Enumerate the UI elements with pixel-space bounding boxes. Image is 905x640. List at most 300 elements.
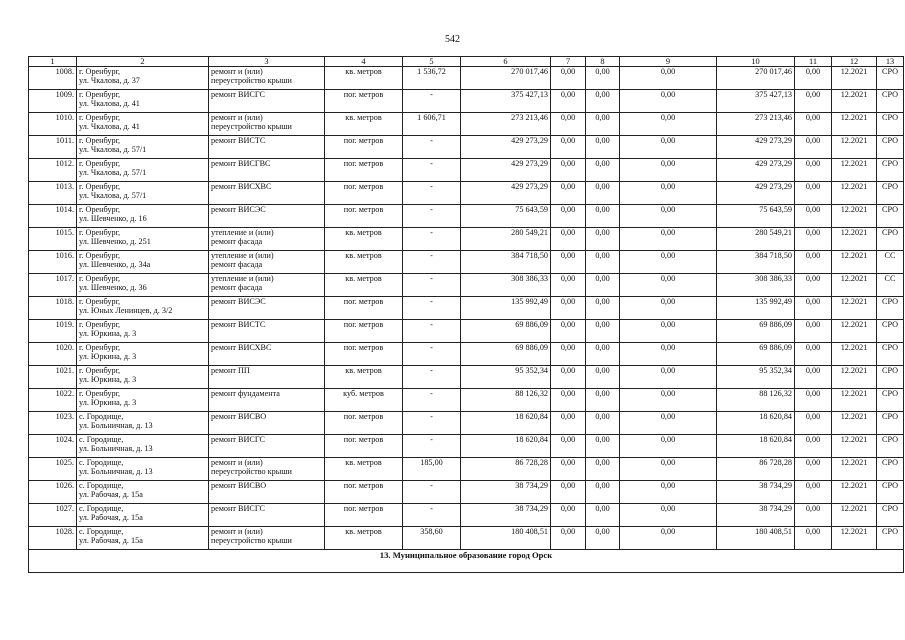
- address-cell: [77, 504, 209, 527]
- volume-value: -: [430, 297, 433, 306]
- row-number-cell: [29, 274, 77, 297]
- method-code-cell: [877, 136, 904, 159]
- method-code-cell: [877, 182, 904, 205]
- address-cell: [77, 343, 209, 366]
- method-code-cell: [877, 412, 904, 435]
- owner-funds-cell: [717, 412, 795, 435]
- fund-cell: [795, 343, 832, 366]
- address-cell: [77, 435, 209, 458]
- unit-cell: [325, 366, 403, 389]
- fund-value: 0,00: [560, 136, 576, 145]
- fund-value: 0,00: [660, 343, 676, 352]
- address-line: ул. Чкалова, д. 57/1: [79, 145, 147, 155]
- work-type-line: ремонт и (или): [211, 458, 263, 467]
- row-number-value: 1011.: [55, 136, 74, 145]
- table-row: [29, 136, 904, 159]
- fund-value: 0,00: [805, 504, 821, 513]
- unit-value: пог. метров: [343, 504, 384, 513]
- column-header: 11: [795, 57, 832, 67]
- address-line: с. Городище,: [79, 458, 124, 467]
- volume-cell: [403, 274, 461, 297]
- unit-value: кв. метров: [345, 458, 382, 467]
- owner-funds-value: 38 734,29: [759, 481, 792, 490]
- column-header: 9: [620, 57, 717, 67]
- method-code-value: СРО: [881, 136, 899, 145]
- fund-value: 0,00: [660, 251, 676, 260]
- fund-cell: [620, 228, 717, 251]
- volume-value: -: [430, 182, 433, 191]
- fund-value: 0,00: [805, 90, 821, 99]
- unit-value: кв. метров: [345, 274, 382, 283]
- total-cost-value: 18 620,84: [515, 435, 548, 444]
- work-type-cell: [209, 435, 325, 458]
- owner-funds-value: 270 017,46: [755, 67, 792, 76]
- owner-funds-value: 308 386,33: [755, 274, 792, 283]
- fund-value: 0,00: [660, 67, 676, 76]
- fund-cell: [586, 412, 620, 435]
- fund-cell: [551, 435, 586, 458]
- address-line: г. Оренбург,: [79, 205, 121, 214]
- method-code-cell: [877, 458, 904, 481]
- total-cost-value: 86 728,28: [515, 458, 548, 467]
- fund-value: 0,00: [805, 159, 821, 168]
- owner-funds-cell: [717, 458, 795, 481]
- volume-value: -: [430, 90, 433, 99]
- address-line: ул. Рабочая, д. 15а: [79, 490, 143, 500]
- deadline-cell: [832, 113, 877, 136]
- address-line: г. Оренбург,: [79, 366, 121, 375]
- address-line: с. Городище,: [79, 504, 124, 513]
- unit-cell: [325, 67, 403, 90]
- work-type-cell: [209, 458, 325, 481]
- fund-value: 0,00: [805, 366, 821, 375]
- address-cell: [77, 297, 209, 320]
- deadline-cell: [832, 136, 877, 159]
- total-cost-value: 429 273,29: [511, 182, 548, 191]
- fund-value: 0,00: [595, 228, 610, 237]
- owner-funds-cell: [717, 527, 795, 550]
- fund-cell: [795, 274, 832, 297]
- unit-value: кв. метров: [345, 251, 382, 260]
- method-code-cell: [877, 90, 904, 113]
- fund-value: 0,00: [595, 481, 610, 490]
- method-code-cell: [877, 159, 904, 182]
- fund-cell: [586, 366, 620, 389]
- fund-cell: [551, 159, 586, 182]
- address-line: г. Оренбург,: [79, 90, 121, 99]
- deadline-value: 12.2021: [840, 113, 868, 122]
- address-line: с. Городище,: [79, 527, 124, 536]
- fund-value: 0,00: [660, 136, 676, 145]
- fund-value: 0,00: [560, 343, 576, 352]
- unit-value: кв. метров: [345, 527, 382, 536]
- table-row: [29, 67, 904, 90]
- table-row: [29, 297, 904, 320]
- work-type-line: переустройство крыши: [211, 76, 292, 86]
- address-line: с. Городище,: [79, 481, 124, 490]
- address-line: ул. Шевченко, д. 34а: [79, 260, 151, 270]
- unit-value: пог. метров: [343, 412, 384, 421]
- fund-value: 0,00: [595, 205, 610, 214]
- address-cell: [77, 228, 209, 251]
- method-code-cell: [877, 205, 904, 228]
- table-row: [29, 343, 904, 366]
- total-cost-cell: [461, 67, 551, 90]
- fund-value: 0,00: [595, 67, 610, 76]
- volume-cell: [403, 297, 461, 320]
- owner-funds-cell: [717, 205, 795, 228]
- fund-value: 0,00: [560, 228, 576, 237]
- fund-cell: [586, 435, 620, 458]
- table-row: [29, 527, 904, 550]
- volume-value: 185,00: [420, 458, 443, 467]
- address-line: г. Оренбург,: [79, 251, 121, 260]
- fund-value: 0,00: [595, 297, 610, 306]
- row-number-value: 1028.: [55, 527, 74, 536]
- column-header: 13: [877, 57, 904, 67]
- volume-value: 1 536,72: [417, 67, 446, 76]
- fund-cell: [620, 366, 717, 389]
- address-line: г. Оренбург,: [79, 182, 121, 191]
- unit-cell: [325, 113, 403, 136]
- method-code-cell: [877, 320, 904, 343]
- total-cost-value: 429 273,29: [511, 136, 548, 145]
- table-row: [29, 320, 904, 343]
- total-cost-cell: [461, 412, 551, 435]
- method-code-cell: [877, 481, 904, 504]
- owner-funds-cell: [717, 90, 795, 113]
- address-cell: [77, 412, 209, 435]
- total-cost-cell: [461, 389, 551, 412]
- volume-value: -: [430, 389, 433, 398]
- total-cost-cell: [461, 136, 551, 159]
- method-code-cell: [877, 67, 904, 90]
- work-type-line: ремонт ВИСТС: [211, 320, 266, 329]
- owner-funds-value: 69 886,09: [759, 320, 792, 329]
- fund-cell: [586, 527, 620, 550]
- fund-value: 0,00: [805, 320, 821, 329]
- row-number-cell: [29, 320, 77, 343]
- method-code-cell: [877, 297, 904, 320]
- fund-value: 0,00: [560, 67, 576, 76]
- address-line: ул. Больничная, д. 13: [79, 421, 153, 431]
- deadline-cell: [832, 343, 877, 366]
- volume-value: -: [430, 228, 433, 237]
- owner-funds-value: 69 886,09: [759, 343, 792, 352]
- owner-funds-cell: [717, 228, 795, 251]
- work-type-cell: [209, 366, 325, 389]
- fund-value: 0,00: [560, 527, 576, 536]
- unit-value: пог. метров: [343, 136, 384, 145]
- unit-value: пог. метров: [343, 435, 384, 444]
- table-row: [29, 366, 904, 389]
- total-cost-value: 270 017,46: [511, 67, 548, 76]
- section-header-row: [29, 550, 904, 573]
- work-type-line: переустройство крыши: [211, 536, 292, 546]
- volume-value: -: [430, 366, 433, 375]
- unit-cell: [325, 90, 403, 113]
- fund-cell: [795, 113, 832, 136]
- address-cell: [77, 159, 209, 182]
- fund-cell: [620, 458, 717, 481]
- row-number-cell: [29, 366, 77, 389]
- volume-value: -: [430, 251, 433, 260]
- fund-cell: [620, 136, 717, 159]
- row-number-value: 1025.: [55, 458, 74, 467]
- unit-cell: [325, 136, 403, 159]
- fund-value: 0,00: [805, 481, 821, 490]
- unit-value: пог. метров: [343, 182, 384, 191]
- address-cell: [77, 458, 209, 481]
- owner-funds-cell: [717, 251, 795, 274]
- volume-cell: [403, 136, 461, 159]
- fund-value: 0,00: [660, 297, 676, 306]
- fund-cell: [551, 228, 586, 251]
- table-row: [29, 228, 904, 251]
- unit-value: кв. метров: [345, 67, 382, 76]
- unit-cell: [325, 389, 403, 412]
- total-cost-value: 135 992,49: [511, 297, 548, 306]
- fund-value: 0,00: [560, 504, 576, 513]
- column-header: 2: [77, 57, 209, 67]
- fund-cell: [795, 320, 832, 343]
- row-number-value: 1020.: [55, 343, 74, 352]
- fund-cell: [795, 205, 832, 228]
- unit-value: пог. метров: [343, 205, 384, 214]
- table-row: [29, 205, 904, 228]
- fund-value: 0,00: [660, 527, 676, 536]
- fund-value: 0,00: [595, 113, 610, 122]
- unit-value: пог. метров: [343, 297, 384, 306]
- unit-value: пог. метров: [343, 159, 384, 168]
- volume-value: -: [430, 412, 433, 421]
- address-line: г. Оренбург,: [79, 159, 121, 168]
- volume-value: 358,60: [420, 527, 443, 536]
- work-type-cell: [209, 274, 325, 297]
- table-row: [29, 412, 904, 435]
- fund-cell: [551, 481, 586, 504]
- fund-cell: [795, 412, 832, 435]
- method-code-value: СРО: [881, 343, 899, 352]
- total-cost-cell: [461, 251, 551, 274]
- column-number-row: [29, 57, 904, 67]
- method-code-cell: [877, 389, 904, 412]
- work-type-line: ремонт ВИСГВС: [211, 159, 271, 168]
- fund-cell: [620, 435, 717, 458]
- section-title: 13. Муниципальное образование город Орск: [29, 550, 904, 573]
- owner-funds-cell: [717, 159, 795, 182]
- fund-cell: [586, 136, 620, 159]
- owner-funds-value: 38 734,29: [759, 504, 792, 513]
- method-code-value: СС: [884, 274, 896, 283]
- work-type-cell: [209, 343, 325, 366]
- volume-value: -: [430, 136, 433, 145]
- address-line: ул. Чкалова, д. 41: [79, 122, 140, 132]
- row-number-cell: [29, 182, 77, 205]
- address-cell: [77, 527, 209, 550]
- fund-cell: [586, 297, 620, 320]
- row-number-cell: [29, 67, 77, 90]
- unit-cell: [325, 274, 403, 297]
- owner-funds-value: 18 620,84: [759, 435, 792, 444]
- fund-value: 0,00: [660, 389, 676, 398]
- work-type-line: ремонт ВИСТС: [211, 136, 266, 145]
- deadline-value: 12.2021: [840, 136, 868, 145]
- address-cell: [77, 320, 209, 343]
- fund-value: 0,00: [560, 366, 576, 375]
- fund-value: 0,00: [660, 320, 676, 329]
- fund-cell: [620, 205, 717, 228]
- method-code-value: СРО: [881, 113, 899, 122]
- fund-value: 0,00: [805, 205, 821, 214]
- owner-funds-cell: [717, 274, 795, 297]
- fund-value: 0,00: [595, 320, 610, 329]
- deadline-value: 12.2021: [840, 159, 868, 168]
- fund-cell: [620, 159, 717, 182]
- address-cell: [77, 274, 209, 297]
- fund-cell: [551, 343, 586, 366]
- fund-cell: [795, 67, 832, 90]
- row-number-cell: [29, 251, 77, 274]
- unit-cell: [325, 458, 403, 481]
- row-number-value: 1024.: [55, 435, 74, 444]
- fund-value: 0,00: [805, 297, 821, 306]
- deadline-cell: [832, 297, 877, 320]
- total-cost-cell: [461, 90, 551, 113]
- fund-cell: [620, 274, 717, 297]
- fund-value: 0,00: [560, 481, 576, 490]
- unit-cell: [325, 159, 403, 182]
- row-number-value: 1008.: [55, 67, 74, 76]
- fund-cell: [551, 297, 586, 320]
- fund-value: 0,00: [660, 113, 676, 122]
- fund-cell: [551, 136, 586, 159]
- work-type-cell: [209, 205, 325, 228]
- deadline-value: 12.2021: [840, 320, 868, 329]
- address-line: ул. Юркина, д. 3: [79, 398, 137, 408]
- method-code-cell: [877, 366, 904, 389]
- work-type-line: ремонт ВИСВО: [211, 412, 267, 421]
- address-line: ул. Шевченко, д. 36: [79, 283, 147, 293]
- volume-cell: [403, 435, 461, 458]
- fund-value: 0,00: [595, 366, 610, 375]
- total-cost-cell: [461, 504, 551, 527]
- row-number-cell: [29, 504, 77, 527]
- volume-value: -: [430, 343, 433, 352]
- fund-cell: [620, 297, 717, 320]
- fund-cell: [795, 435, 832, 458]
- unit-cell: [325, 297, 403, 320]
- volume-value: -: [430, 504, 433, 513]
- method-code-cell: [877, 251, 904, 274]
- fund-cell: [551, 412, 586, 435]
- owner-funds-value: 384 718,50: [755, 251, 792, 260]
- work-type-line: ремонт фасада: [211, 283, 263, 293]
- deadline-cell: [832, 435, 877, 458]
- fund-value: 0,00: [595, 458, 610, 467]
- deadline-value: 12.2021: [840, 412, 868, 421]
- method-code-value: СРО: [881, 412, 899, 421]
- fund-value: 0,00: [560, 435, 576, 444]
- deadline-cell: [832, 274, 877, 297]
- total-cost-value: 384 718,50: [511, 251, 548, 260]
- method-code-value: СРО: [881, 435, 899, 444]
- fund-cell: [795, 182, 832, 205]
- fund-cell: [620, 412, 717, 435]
- deadline-cell: [832, 182, 877, 205]
- fund-cell: [795, 228, 832, 251]
- volume-value: -: [430, 159, 433, 168]
- fund-value: 0,00: [660, 412, 676, 421]
- total-cost-cell: [461, 320, 551, 343]
- deadline-cell: [832, 504, 877, 527]
- fund-cell: [620, 389, 717, 412]
- fund-cell: [551, 205, 586, 228]
- fund-value: 0,00: [595, 343, 610, 352]
- address-line: ул. Рабочая, д. 15а: [79, 513, 143, 523]
- method-code-cell: [877, 527, 904, 550]
- unit-value: кв. метров: [345, 228, 382, 237]
- address-cell: [77, 251, 209, 274]
- fund-value: 0,00: [660, 228, 676, 237]
- owner-funds-cell: [717, 366, 795, 389]
- fund-value: 0,00: [660, 435, 676, 444]
- row-number-cell: [29, 113, 77, 136]
- fund-value: 0,00: [660, 182, 676, 191]
- method-code-value: СРО: [881, 504, 899, 513]
- fund-cell: [551, 389, 586, 412]
- fund-value: 0,00: [560, 205, 576, 214]
- unit-cell: [325, 228, 403, 251]
- deadline-cell: [832, 205, 877, 228]
- work-type-line: ремонт и (или): [211, 113, 263, 122]
- total-cost-value: 95 352,34: [515, 366, 548, 375]
- volume-cell: [403, 412, 461, 435]
- unit-cell: [325, 527, 403, 550]
- fund-cell: [620, 67, 717, 90]
- fund-value: 0,00: [560, 458, 576, 467]
- total-cost-cell: [461, 205, 551, 228]
- fund-cell: [795, 504, 832, 527]
- method-code-value: СРО: [881, 182, 899, 191]
- deadline-cell: [832, 458, 877, 481]
- fund-cell: [586, 389, 620, 412]
- fund-value: 0,00: [595, 159, 610, 168]
- method-code-value: СРО: [881, 320, 899, 329]
- column-header: 10: [717, 57, 795, 67]
- address-line: г. Оренбург,: [79, 136, 121, 145]
- fund-value: 0,00: [805, 274, 821, 283]
- row-number-cell: [29, 90, 77, 113]
- volume-value: -: [430, 274, 433, 283]
- fund-cell: [620, 343, 717, 366]
- unit-cell: [325, 343, 403, 366]
- fund-value: 0,00: [805, 228, 821, 237]
- fund-cell: [620, 504, 717, 527]
- row-number-value: 1023.: [55, 412, 74, 421]
- deadline-value: 12.2021: [840, 366, 868, 375]
- owner-funds-cell: [717, 481, 795, 504]
- fund-value: 0,00: [805, 182, 821, 191]
- table-row: [29, 504, 904, 527]
- fund-cell: [551, 320, 586, 343]
- fund-value: 0,00: [805, 343, 821, 352]
- total-cost-cell: [461, 481, 551, 504]
- address-cell: [77, 113, 209, 136]
- total-cost-cell: [461, 113, 551, 136]
- address-line: ул. Рабочая, д. 15а: [79, 536, 143, 546]
- method-code-cell: [877, 343, 904, 366]
